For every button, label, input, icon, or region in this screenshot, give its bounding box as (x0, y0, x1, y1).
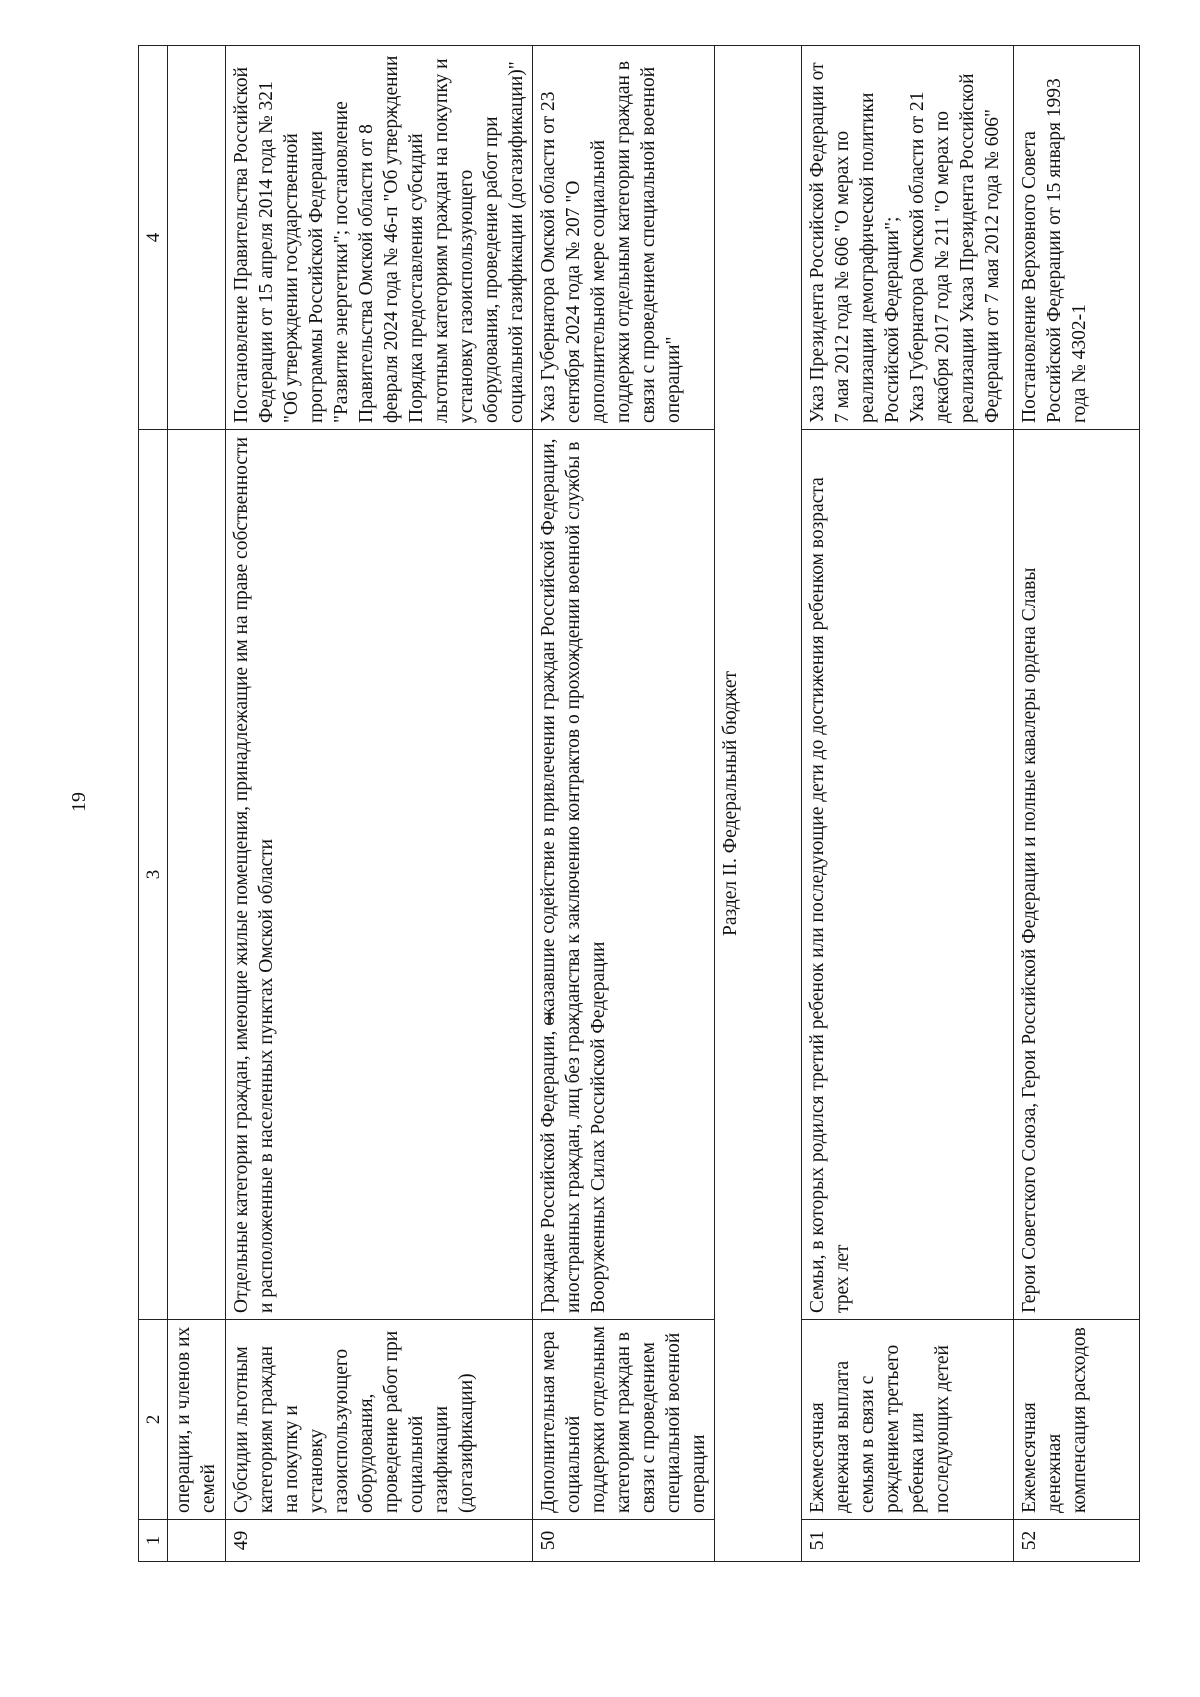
header-col-4: 4 (139, 46, 168, 430)
measure-name: Ежемесячная денежная выплата семьям в связи с рождением третьего ребенка или последующих детей (802, 1320, 1014, 1520)
row-number: 49 (226, 1520, 533, 1562)
page-number: 19 (68, 792, 90, 812)
legal-basis: Указ Президента Российской Федерации от 7 мая 2012 года № 606 "О мерах по реализации демографической политики Российской Федерации"; Указ Губернатора Омской области от 21 декабря 2017 года № 211 "О мерах по реализации Указа Президента Российской Федерации от 7 мая 2012 года № 606" (802, 46, 1014, 430)
section-title: Раздел II. Федеральный бюджет (715, 46, 802, 1562)
rotated-table-wrapper (138, 46, 1140, 1562)
table-row (533, 46, 715, 1562)
header-col-3: 3 (139, 430, 168, 1320)
legal-basis: Постановление Верховного Совета Российской Федерации от 15 января 1993 года № 4302-1 (1014, 46, 1140, 430)
table-row (226, 46, 533, 1562)
row-number: 51 (802, 1520, 1014, 1562)
table-row (802, 46, 1014, 1562)
legal-basis (168, 46, 226, 430)
row-number: 52 (1014, 1520, 1140, 1562)
row-number: 50 (533, 1520, 715, 1562)
legal-basis: Постановление Правительства Российской Федерации от 15 апреля 2014 года № 321 "Об утверждении государственной программы Российской Федерации "Развитие энергетики"; постановление Правительства Омской области от 8 февраля 2024 года № 46-п "Об утверждении Порядка предоставления субсидий льготным категориям граждан на покупку и установку газоиспользующего оборудования, проведение работ при социальной газификации (догазификации)" (226, 46, 533, 430)
row-number (168, 1520, 226, 1562)
benefits-table (138, 45, 1140, 1562)
measure-name: Субсидии льготным категориям граждан на покупку и установку газоиспользующего оборудования, проведение работ при социальной газификации (догазификации) (226, 1320, 533, 1520)
measure-name: Ежемесячная денежная компенсация расходов (1014, 1320, 1140, 1520)
recipients: Семьи, в которых родился третий ребенок или последующие дети до достижения ребенком возраста трех лет (802, 430, 1014, 1320)
measure-name: Дополнительная мера социальной поддержки отдельным категориям граждан в связи с проведением специальной военной операции (533, 1320, 715, 1520)
recipients: Герои Советского Союза, Герои Российской Федерации и полные кавалеры ордена Славы (1014, 430, 1140, 1320)
measure-name: операции, и членов их семей (168, 1320, 226, 1520)
legal-basis: Указ Губернатора Омской области от 23 сентября 2024 года № 207 "О дополнительной мере социальной поддержки отдельным категории граждан в связи с проведением специальной военной операции" (533, 46, 715, 430)
section-row (715, 46, 802, 1562)
header-col-2: 2 (139, 1320, 168, 1520)
recipients (168, 430, 226, 1320)
recipients: Граждане Российской Федерации, оказавшие содействие в привлечении граждан Российской Федерации, иностранных граждан, лиц без гражданства к заключению контрактов о прохождении военной службы в Вооруженных Силах Российской Федерации (533, 430, 715, 1320)
table-header-row (139, 46, 168, 1562)
recipients: Отдельные категории граждан, имеющие жилые помещения, принадлежащие им на праве собственности и расположенные в населенных пунктах Омской области (226, 430, 533, 1320)
table-row (168, 46, 226, 1562)
header-col-1: 1 (139, 1520, 168, 1562)
table-row (1014, 46, 1140, 1562)
